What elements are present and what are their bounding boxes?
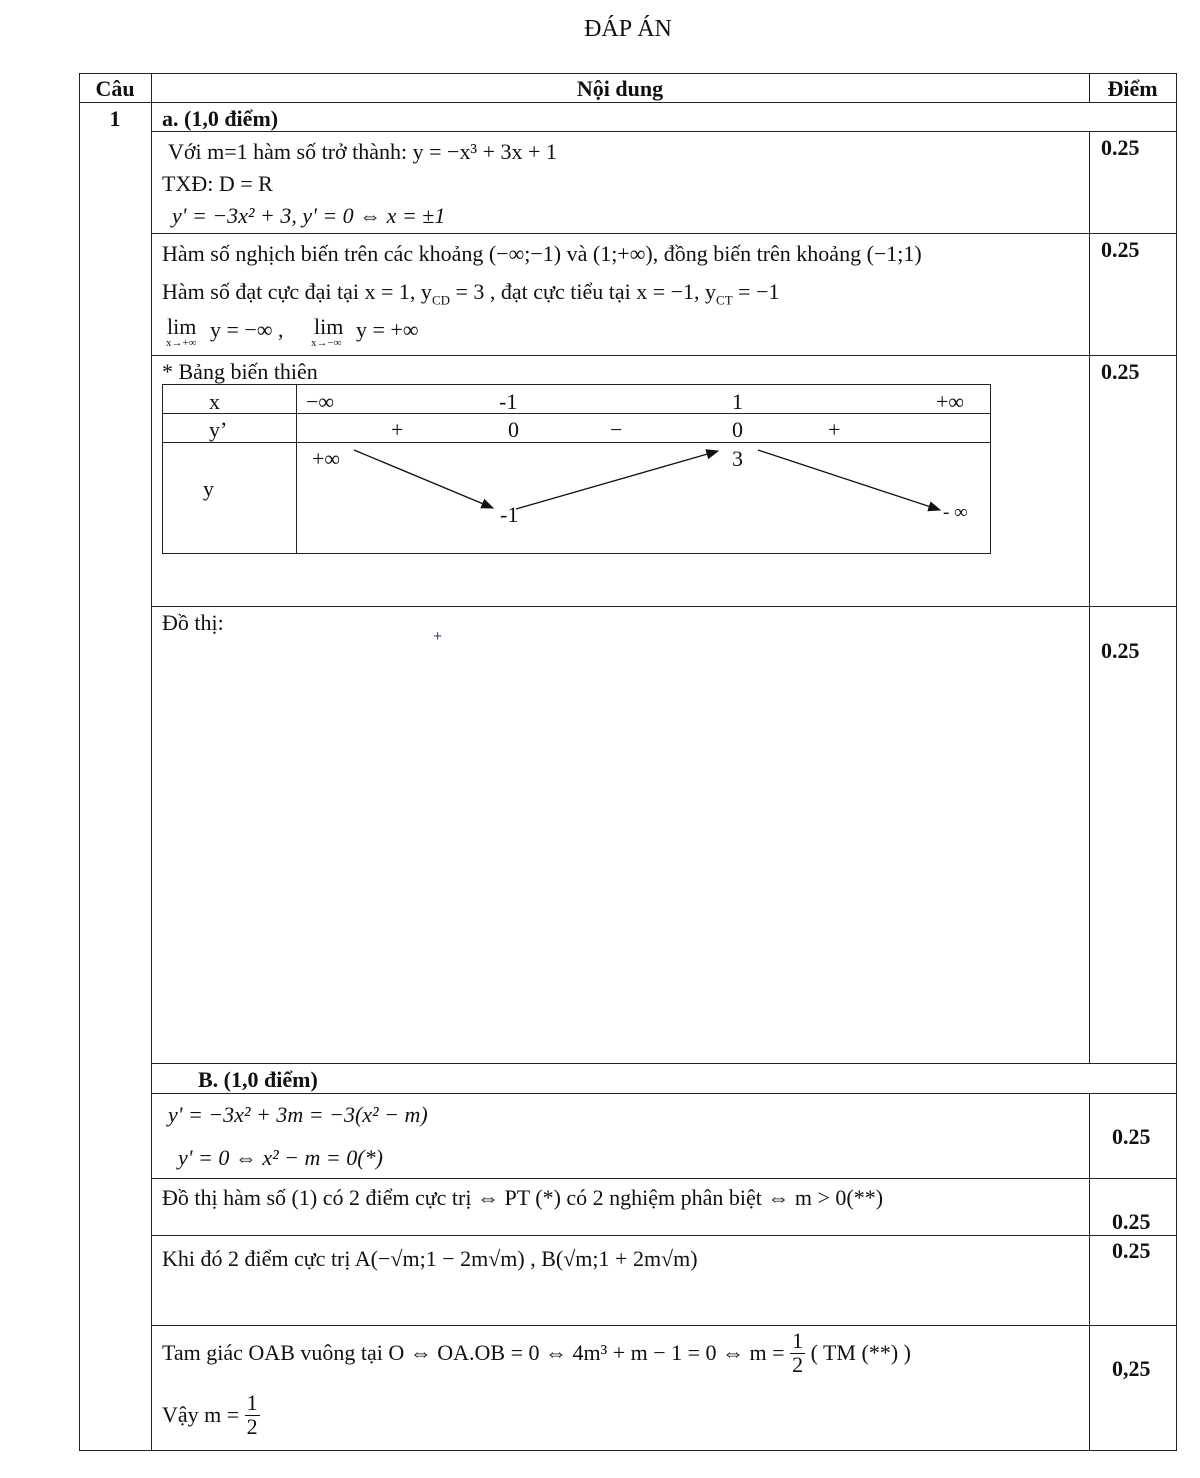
limit-sub: x→+∞ — [166, 337, 197, 349]
vt-y-value: 3 — [732, 446, 743, 471]
table-border-bottom — [79, 1450, 1177, 1451]
question-number: 1 — [109, 106, 121, 131]
part-a-block2-line2: Hàm số đạt cực đại tại x = 1, $y_{CD} = 3$ , đạt cực tiểu tại x = −1, $y_{CT} = -1$ — [162, 279, 780, 308]
part-a-block2-line1: Hàm số nghịch biến trên các khoảng (−∞;−1) và (1;+∞), đồng biến trên khoảng (−1;1) — [162, 241, 922, 266]
vt-x-value: +∞ — [936, 389, 965, 414]
vt-y-value: +∞ — [312, 446, 341, 471]
decreasing-arrow — [758, 450, 940, 510]
header-diem: Điểm — [1107, 76, 1158, 101]
score: 0.25 — [1101, 237, 1140, 262]
variation-table-heading: * Bảng biến thiên — [162, 359, 318, 384]
row-divider — [151, 1178, 1177, 1179]
column-divider — [1089, 1093, 1090, 1451]
part-a-block1-line3: y' = −3x² + 3, y' = 0 ⇔ x = ±1 — [172, 203, 446, 228]
score: 0.25 — [1101, 135, 1140, 160]
header-noi-dung: Nội dung — [576, 76, 664, 101]
vt-sign: − — [610, 417, 623, 442]
part-a-heading: a. (1,0 điểm) — [162, 106, 279, 131]
graph-heading: Đồ thị: — [162, 610, 224, 635]
row-divider — [151, 1235, 1177, 1236]
variation-arrows — [0, 0, 1200, 600]
part-b-block4-line2: Vậy m = $\frac{1}{2}$ — [162, 1390, 258, 1439]
header-cau: Câu — [95, 76, 135, 101]
vt-sign: + — [828, 417, 841, 442]
score: 0.25 — [1101, 638, 1140, 663]
vt-zero: 0 — [732, 417, 743, 442]
fraction-one-half: $\frac{1}{2}$ — [792, 1328, 804, 1377]
part-b-block1-line2: y' = 0 ⇔ x² − m = 0(*) — [178, 1145, 383, 1170]
limit-minus-infinity: lim — [314, 314, 344, 339]
row-divider — [151, 1063, 1177, 1064]
vt-x-value: -1 — [499, 389, 518, 414]
score: 0.25 — [1112, 1209, 1151, 1234]
vt-y-value: -1 — [500, 502, 519, 527]
vt-x-value: −∞ — [306, 389, 335, 414]
limit-expr: y = −∞ , — [210, 317, 284, 342]
vt-label-x: x — [209, 389, 220, 414]
limit-sub: x→−∞ — [311, 337, 342, 349]
part-b-block2-line1: Đồ thị hàm số (1) có 2 điểm cực trị ⇔ PT (*) có 2 nghiệm phân biệt ⇔ m > 0(**) — [162, 1185, 884, 1210]
score: 0.25 — [1112, 1238, 1151, 1263]
score: 0.25 — [1112, 1124, 1151, 1149]
row-divider — [151, 1093, 1177, 1094]
vt-sign: + — [391, 417, 404, 442]
limit-plus-infinity: lim — [167, 314, 197, 339]
part-b-block4-line1: Tam giác OAB vuông tại O ⇔ OA.OB = 0 ⇔ 4m³ + m − 1 = 0 ⇔ m = $\frac{1}{2}$ ( TM (**) ) — [162, 1328, 911, 1377]
vt-label-yprime: y’ — [209, 417, 228, 442]
limit-expr: y = +∞ — [356, 317, 419, 342]
vt-label-y: y — [203, 476, 214, 501]
part-a-block1-line1: Với m=1 hàm số trở thành: y = −x³ + 3x + 1 — [168, 139, 557, 164]
row-divider — [151, 1325, 1177, 1326]
score: 0,25 — [1112, 1356, 1151, 1381]
row-divider — [151, 606, 1177, 607]
page-title: ĐÁP ÁN — [584, 16, 672, 42]
part-b-heading: B. (1,0 điểm) — [198, 1067, 318, 1092]
decreasing-arrow — [354, 450, 493, 508]
fraction-one-half: $\frac{1}{2}$ — [246, 1390, 258, 1439]
vt-y-value: - ∞ — [943, 502, 968, 523]
part-b-block3-line1: Khi đó 2 điểm cực trị A(−√m;1 − 2m√m) , B(√m;1 + 2m√m) — [162, 1246, 698, 1271]
score: 0.25 — [1101, 359, 1140, 384]
part-b-block1-line1: y' = −3x² + 3m = −3(x² − m) — [168, 1102, 428, 1127]
graph-marker: + — [433, 628, 443, 645]
vt-zero: 0 — [508, 417, 519, 442]
increasing-arrow — [516, 451, 718, 509]
part-a-block1-line2: TXĐ: D = R — [162, 171, 273, 196]
vt-x-value: 1 — [732, 389, 743, 414]
